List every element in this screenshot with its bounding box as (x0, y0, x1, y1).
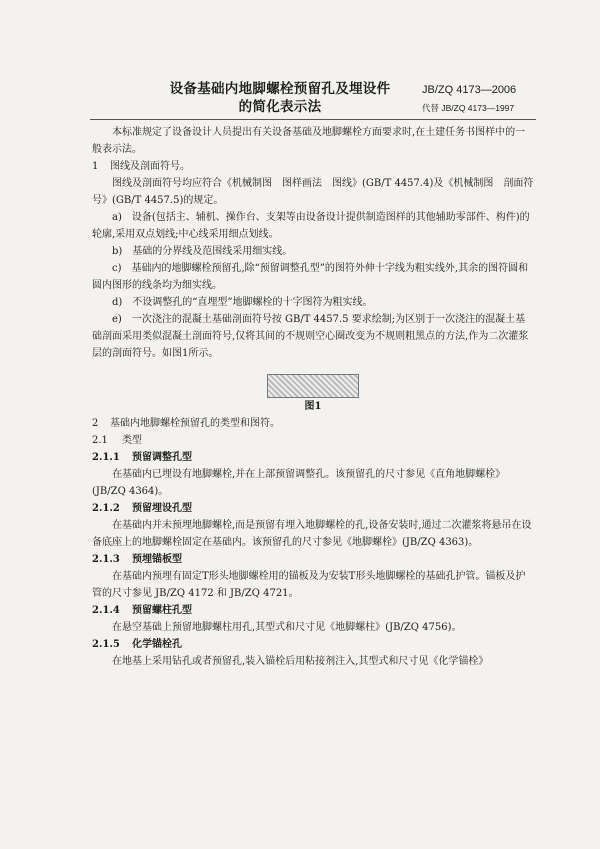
subsection-number: 2.1 (92, 435, 108, 446)
list-item: b) 基础的分界线及范围线采用细实线。 (112, 246, 293, 257)
subsubsection-title: 预埋锚板型 (132, 554, 182, 565)
subsubsection-text: 在悬空基础上预留地脚螺柱用孔,其型式和尺寸见《地脚螺柱》(JB/ZQ 4756)。 (112, 622, 462, 633)
subsubsection-number: 2.1.5 (92, 639, 120, 650)
subsubsection-title: 预留螺柱孔型 (132, 605, 192, 616)
section-title: 基础内地脚螺栓预留孔的类型和图符。 (110, 418, 280, 429)
subsubsection-text: 在地基上采用钻孔或者预留孔,装入锚栓后用粘接剂注入,其型式和尺寸见《化学锚栓》 (112, 656, 489, 667)
section-number: 2 (92, 418, 99, 429)
subsubsection-heading (92, 500, 534, 517)
subsection-heading (92, 432, 534, 449)
subsubsection-number: 2.1.1 (92, 452, 120, 463)
section-2-heading (92, 415, 534, 432)
subsubsection-text: 在基础内预埋有固定T形头地脚螺栓用的锚板及为安装T形头地脚螺栓的基础孔护管。锚板及护管的尺寸参见 JB/ZQ 4172 和 JB/ZQ 4721。 (92, 571, 526, 599)
header-divider (90, 119, 536, 120)
document-body (92, 124, 534, 670)
subsubsection-text: 在基础内已埋设有地脚螺栓,并在上部预留调整孔。该预留孔的尺寸参见《直角地脚螺栓》(JB/ZQ 4364)。 (92, 469, 506, 497)
figure-1-hatch-sample (267, 374, 359, 398)
subsubsection-text: 在基础内并未预埋地脚螺栓,而是预留有埋入地脚螺栓的孔,设备安装时,通过二次灌浆将悬吊在设备底座上的地脚螺栓固定在基础内。该预留孔的尺寸参见《地脚螺栓》(JB/ZQ 4363)。 (92, 520, 532, 548)
section-title: 图线及剖面符号。 (110, 161, 190, 172)
page-title: 设备基础内地脚螺栓预留孔及埋设件 (169, 81, 391, 97)
subsubsection-title: 化学锚栓孔 (132, 639, 182, 650)
subsection-title: 类型 (122, 435, 142, 446)
standard-info (422, 84, 516, 114)
subsubsection-heading (92, 602, 534, 619)
intro-paragraph: 本标准规定了设备设计人员提出有关设备基础及地脚螺栓方面要求时,在土建任务书图样中的一般表示法。 (92, 127, 526, 155)
subsubsection-heading (92, 449, 534, 466)
title-block (150, 80, 410, 116)
standard-code: JB/ZQ 4173—2006 (422, 84, 517, 96)
section-1-heading (92, 158, 534, 175)
subsubsection-title: 预留埋设孔型 (132, 503, 192, 514)
subsubsection-number: 2.1.2 (92, 503, 120, 514)
list-item: a) 设备(包括主、辅机、操作台、支架等由设备设计提供制造图样的其他辅助零部件、构件)的轮廓,采用双点划线;中心线采用细点划线。 (92, 212, 530, 240)
list-item: e) 一次浇注的混凝土基础剖面符号按 GB/T 4457.5 要求绘制;为区别于一次浇注的混凝土基础剖面采用类似混凝土剖面符号,仅将其间的不规则空心圈改变为不规则粗黑点的方法,作为二次灌浆层的剖面符号。如图1所示。 (92, 314, 529, 359)
list-item: d) 不设调整孔的“直埋型”地脚螺栓的十字图符为粗实线。 (112, 297, 373, 308)
figure-caption: 图1 (304, 401, 322, 412)
subsubsection-title: 预留调整孔型 (132, 452, 192, 463)
subsubsection-number: 2.1.3 (92, 554, 120, 565)
subsubsection-heading (92, 636, 534, 653)
subsubsection-number: 2.1.4 (92, 605, 120, 616)
page-title-line2: 的简化表示法 (238, 99, 322, 115)
section-number: 1 (92, 161, 99, 172)
section-1-paragraph: 图线及剖面符号均应符合《机械制图 图样画法 图线》(GB/T 4457.4)及《机械制图 剖面符号》(GB/T 4457.5)的规定。 (92, 178, 534, 206)
list-item: c) 基础内的地脚螺栓预留孔,除“预留调整孔型”的图符外伸十字线为粗实线外,其余的图符圆和圆内图形的线条均为细实线。 (92, 263, 529, 291)
replaces-standard: 代替 JB/ZQ 4173—1997 (422, 103, 515, 113)
subsubsection-heading (92, 551, 534, 568)
